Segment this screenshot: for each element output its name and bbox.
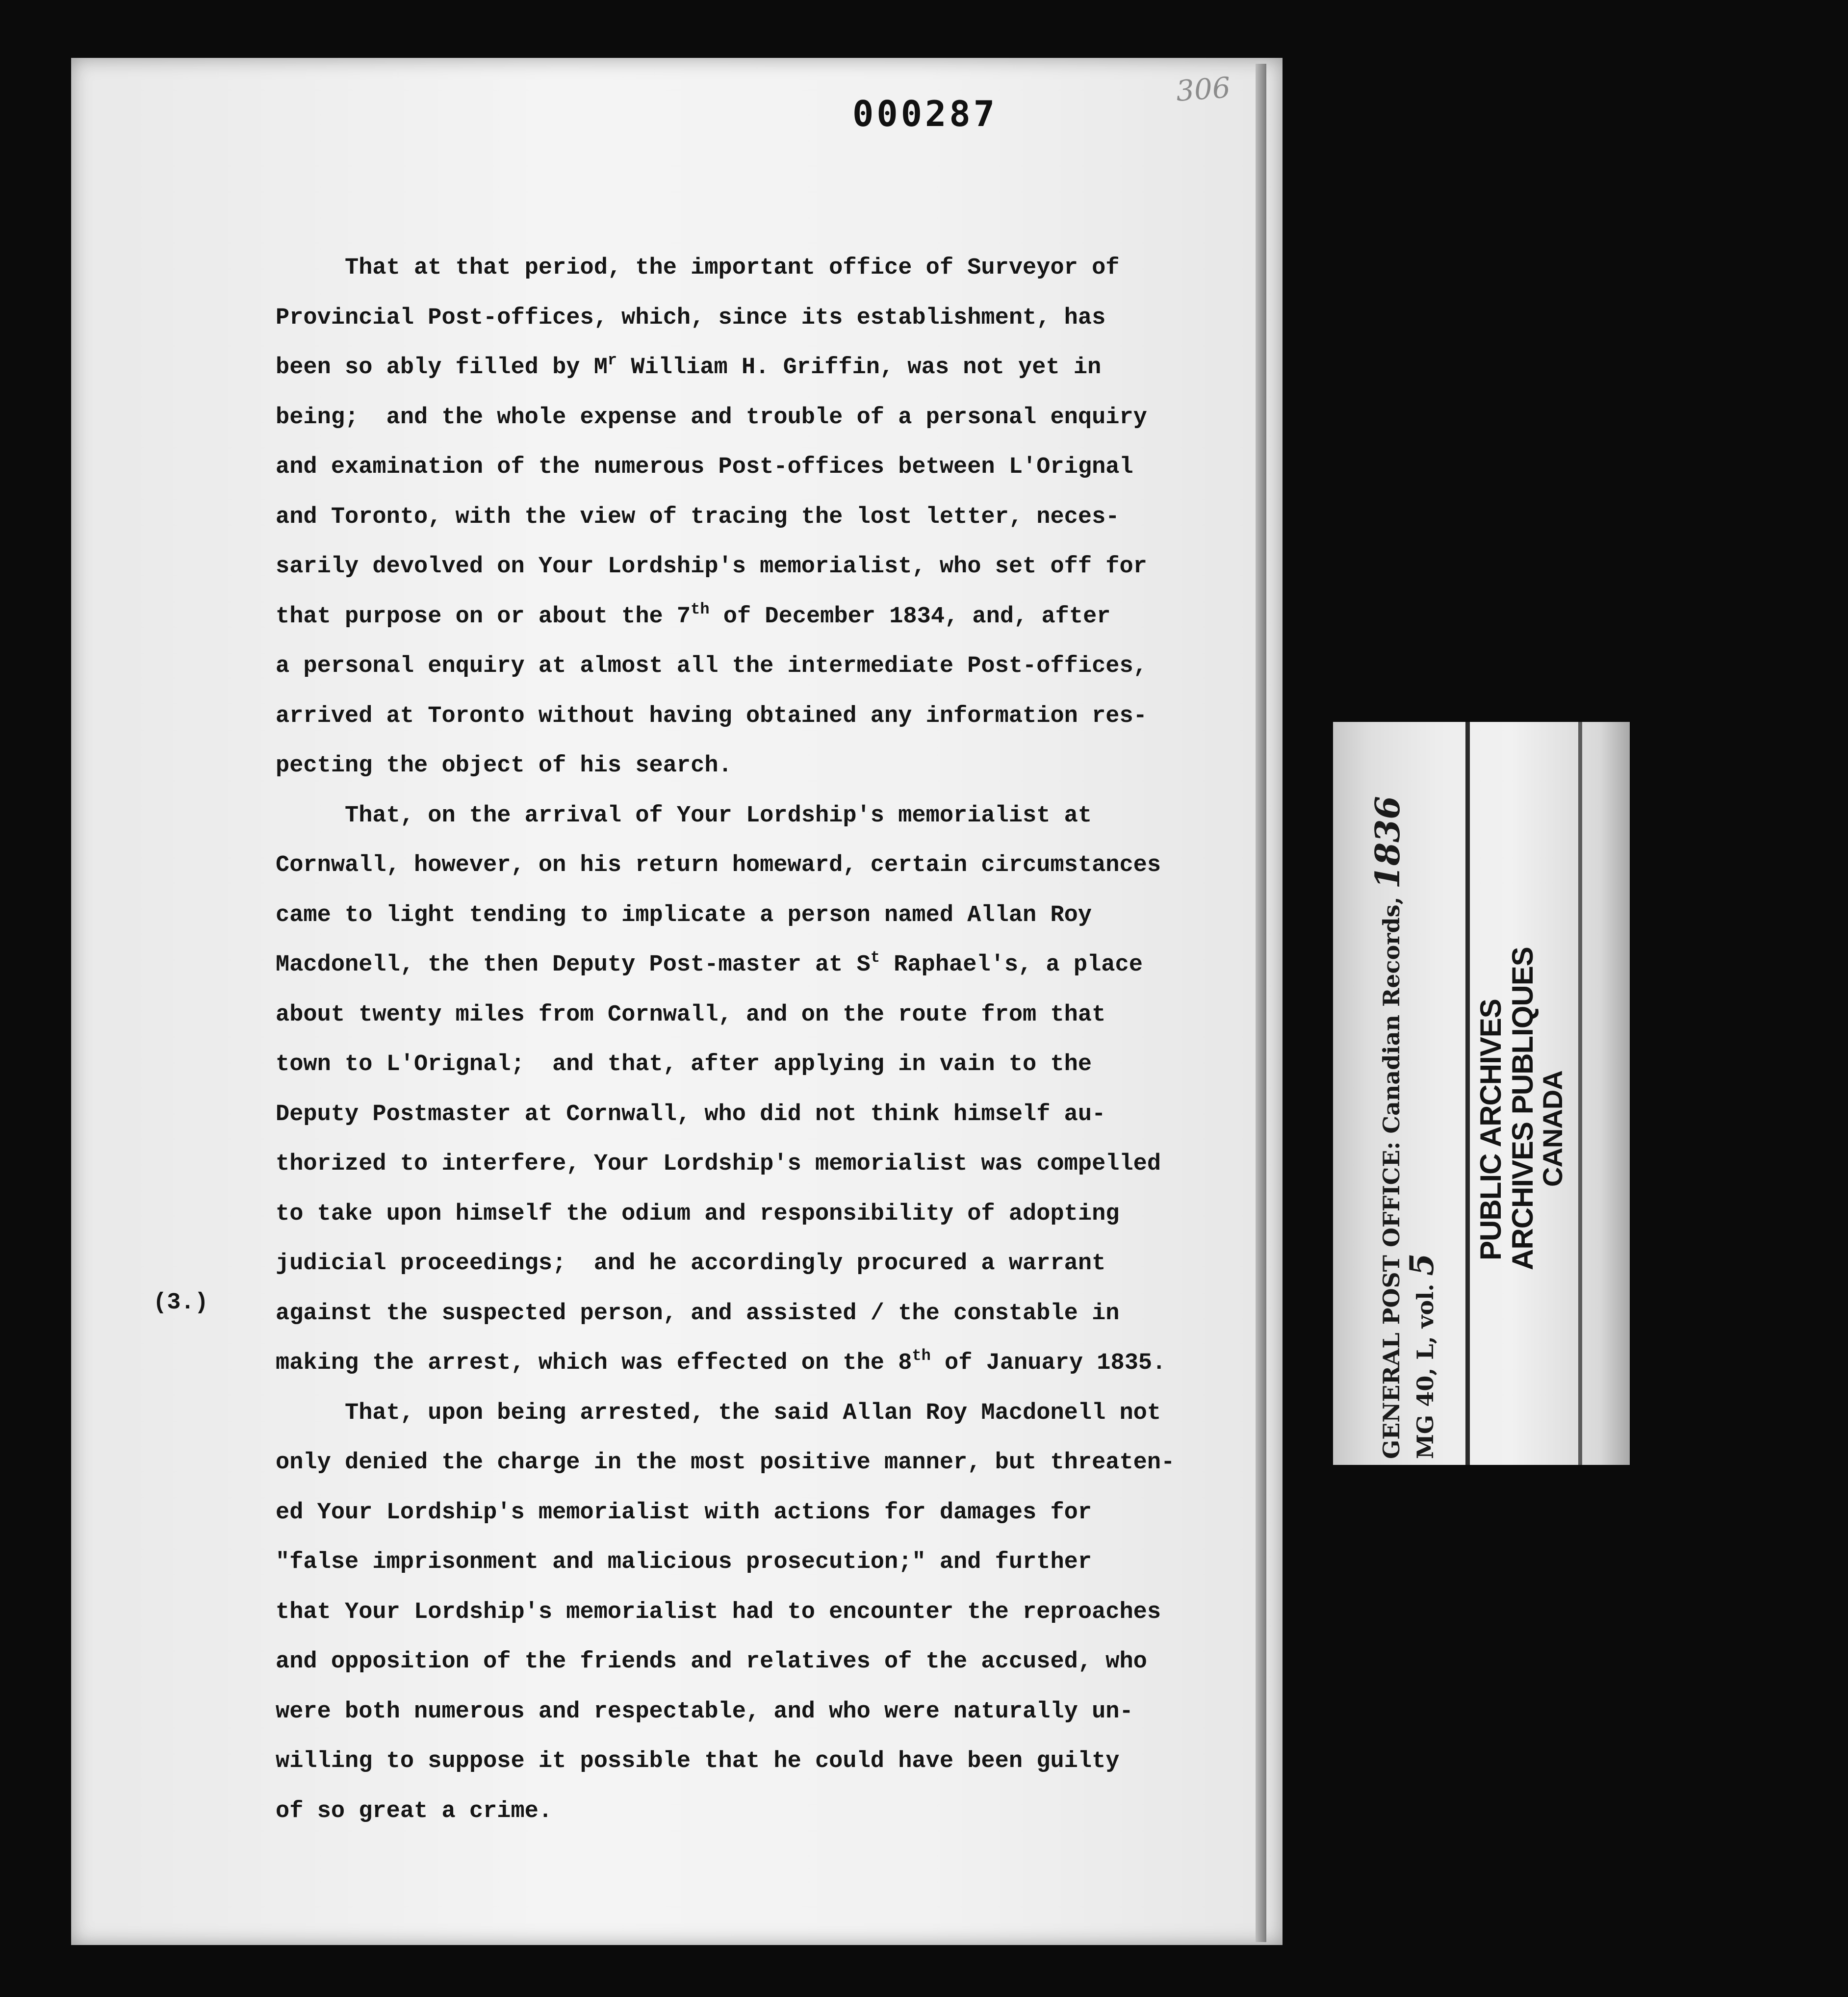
archive-name-french: ARCHIVES PUBLIQUES — [1506, 947, 1539, 1270]
manuscript-group-reference — [1403, 1254, 1441, 1459]
text-line: that Your Lordship's memorialist had to encounter the reproaches — [276, 1599, 1161, 1625]
text-line: to take upon himself the odium and responsibility of adopting — [276, 1201, 1120, 1227]
record-series-reference — [1368, 796, 1408, 1459]
text-line: against the suspected person, and assisted / the constable in — [276, 1300, 1120, 1327]
text-line: Cornwall, however, on his return homeward, certain circumstances — [276, 852, 1161, 878]
text-line: Deputy Postmaster at Cornwall, who did not think himself au- — [276, 1101, 1106, 1127]
folio-number: 306 — [1175, 71, 1232, 108]
text-line: making the arrest, which was effected on the 8th of January 1835. — [276, 1347, 1166, 1376]
text-line: only denied the charge in the most positive manner, but threaten- — [276, 1450, 1175, 1476]
text-line: sarily devolved on Your Lordship's memorialist, who set off for — [276, 554, 1147, 580]
text-line: of so great a crime. — [276, 1798, 553, 1824]
text-line: ed Your Lordship's memorialist with actions for damages for — [276, 1499, 1092, 1526]
text-line: That at that period, the important office of Surveyor of — [276, 255, 1120, 281]
manuscript-group-text: MG 40, L, vol. — [1412, 1283, 1438, 1459]
typed-memorial-text — [276, 243, 1257, 1836]
text-line: that purpose on or about the 7th of December 1834, and, after — [276, 600, 1111, 630]
volume-number: 5 — [1403, 1253, 1441, 1276]
record-year: 1836 — [1368, 796, 1408, 889]
label-divider — [1578, 722, 1582, 1465]
label-divider — [1465, 722, 1470, 1465]
text-line: and opposition of the friends and relatives of the accused, who — [276, 1649, 1147, 1675]
archive-name-english: PUBLIC ARCHIVES — [1474, 999, 1507, 1260]
text-line: and Toronto, with the view of tracing the lost letter, neces- — [276, 504, 1120, 530]
page-edge-shadow — [1256, 64, 1266, 1942]
text-line: Macdonell, the then Deputy Post-master at $S^t$ Raphael's, a place — [276, 948, 1143, 978]
text-line: arrived at Toronto without having obtained any information res- — [276, 703, 1147, 729]
text-line: Provincial Post-offices, which, since its establishment, has — [276, 305, 1106, 331]
text-line: That, on the arrival of Your Lordship's memorialist at — [276, 802, 1092, 829]
record-series-text: GENERAL POST OFFICE: Canadian Records, — [1378, 896, 1405, 1459]
text-line: judicial proceedings; and he accordingly procured a warrant — [276, 1251, 1106, 1277]
text-line: been so ably filled by $M^r$ William H. Griffin, was not yet in — [276, 351, 1102, 381]
text-line: and examination of the numerous Post-offices between L'Orignal — [276, 454, 1133, 480]
text-line: a personal enquiry at almost all the intermediate Post-offices, — [276, 653, 1147, 679]
text-line: That, upon being arrested, the said Allan Roy Macdonell not — [276, 1400, 1161, 1426]
text-line: town to L'Orignal; and that, after applying in vain to the — [276, 1051, 1092, 1077]
text-line: "false imprisonment and malicious prosecution;" and further — [276, 1549, 1092, 1575]
text-line: came to light tending to implicate a person named Allan Roy — [276, 902, 1092, 928]
text-line: were both numerous and respectable, and who were naturally un- — [276, 1698, 1133, 1725]
text-line: willing to suppose it possible that he could have been guilty — [276, 1748, 1120, 1774]
document-stamp-number: 000287 — [852, 93, 998, 134]
text-line: about twenty miles from Cornwall, and on the route from that — [276, 1001, 1106, 1028]
text-line: being; and the whole expense and trouble of a personal enquiry — [276, 404, 1147, 431]
text-line: thorized to interfere, Your Lordship's memorialist was compelled — [276, 1151, 1161, 1177]
text-line: pecting the object of his search. — [276, 753, 732, 779]
archive-country: CANADA — [1537, 1071, 1568, 1187]
margin-section-number: (3.) — [153, 1290, 208, 1316]
